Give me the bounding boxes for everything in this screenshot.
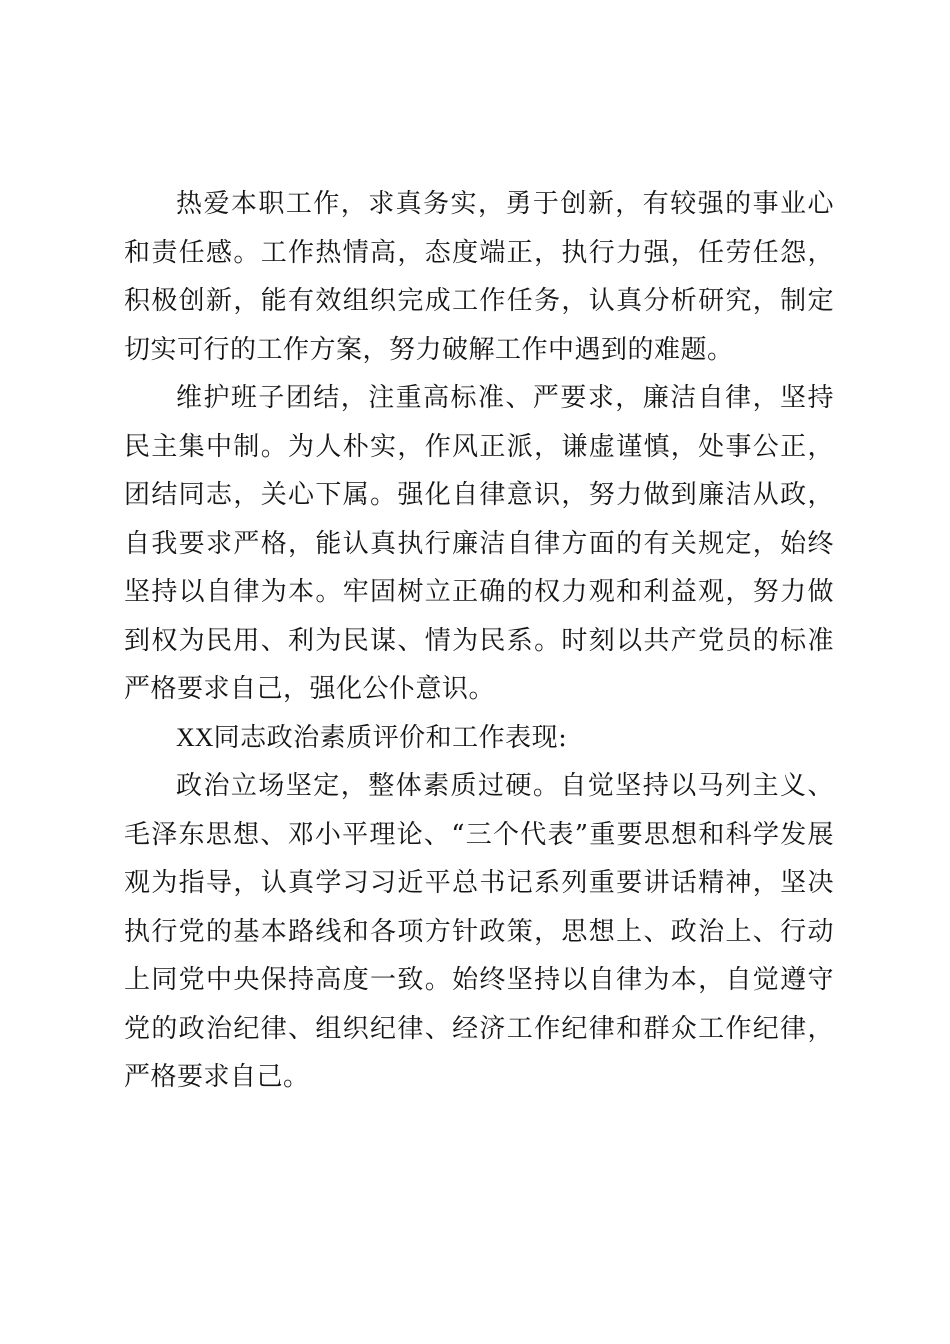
section-heading-text: 同志政治素质评价和工作表现: [213, 722, 568, 753]
paragraph-political-quality: 政治立场坚定，整体素质过硬。自觉坚持以马列主义、毛泽东思想、邓小平理论、“三个代表”重要思想和科学发展观为指导，认真学习习近平总书记系列重要讲话精神，坚决执行党的基本路线和各项方针政策，思想上、政治上、行动上同党中央保持高度一致。始终坚持以自律为本，自觉遵守党的政治纪律、组织纪律、经济工作纪律和群众工作纪律，严格要求自己。 [124, 771, 834, 1092]
document-body [124, 180, 834, 1102]
section-heading [124, 714, 834, 763]
paragraph-work-attitude: 热爱本职工作，求真务实，勇于创新，有较强的事业心和责任感。工作热情高，态度端正，执行力强，任劳任怨，积极创新，能有效组织完成工作任务，认真分析研究，制定切实可行的工作方案，努力破解工作中遇到的难题。 [124, 189, 834, 365]
paragraph-integrity: 维护班子团结，注重高标准、严要求，廉洁自律，坚持民主集中制。为人朴实，作风正派，谦虚谨慎，处事公正，团结同志，关心下属。强化自律意识，努力做到廉洁从政，自我要求严格，能认真执行廉洁自律方面的有关规定，始终坚持以自律为本。牢固树立正确的权力观和利益观，努力做到权为民用、利为民谋、情为民系。时刻以共产党员的标准严格要求自己，强化公仆意识。 [124, 383, 834, 704]
section-heading-prefix: XX [176, 722, 214, 752]
